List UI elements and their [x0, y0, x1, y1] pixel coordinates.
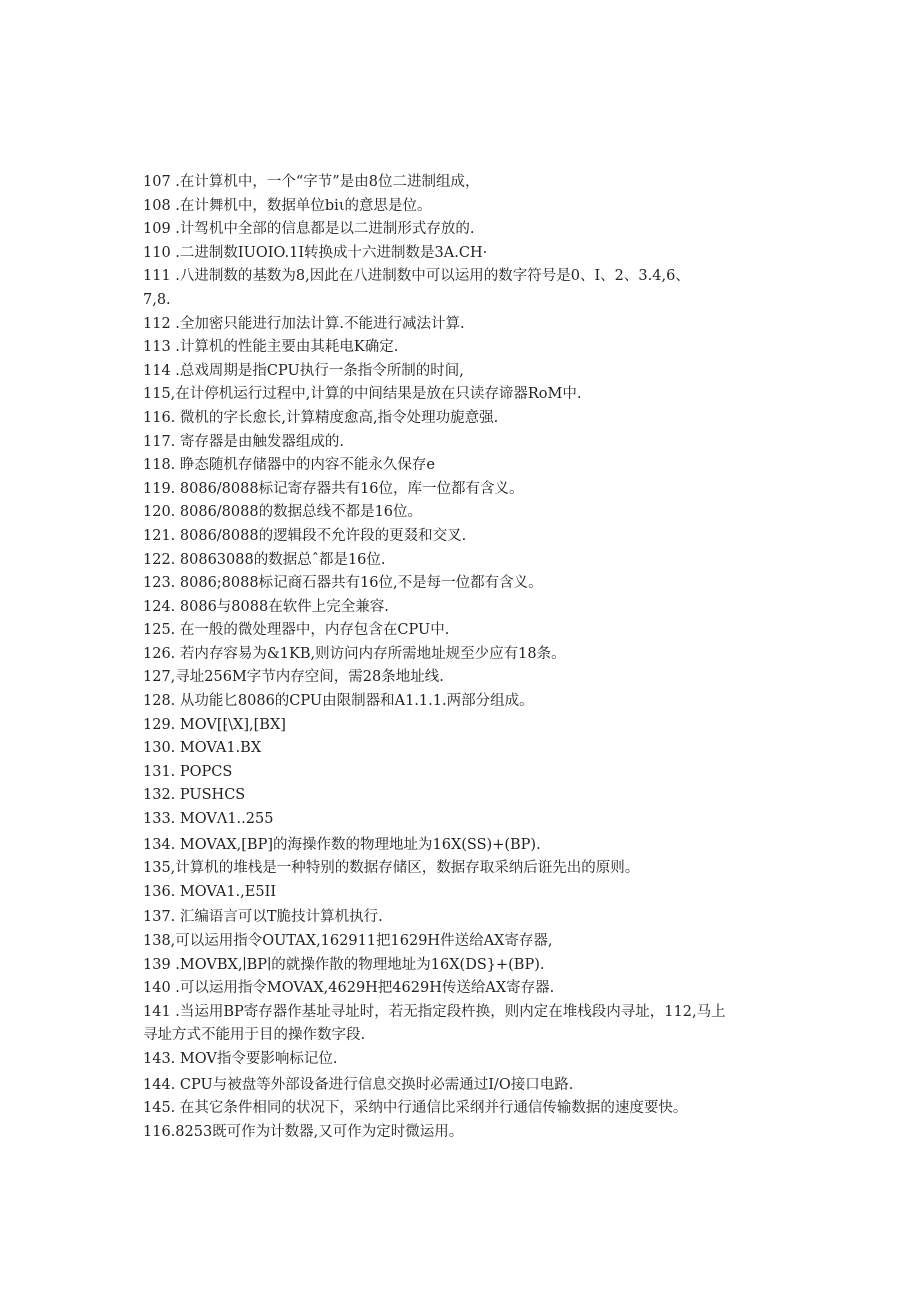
statement-line: 136. MOVA1.,E5II: [143, 883, 277, 900]
statement-line: 108 .在计舞机中，数据单位biι的意思是位。: [143, 197, 432, 214]
statement-line: 111 .八进制数的基数为8,因此在八进制数中可以运用的数字符号是0、I、2、3.4,6、: [143, 268, 690, 285]
statement-line: 122. 80863088的数据总ˆ都是16位.: [143, 551, 386, 568]
statement-line: 134. MOVAX,[BP]的海操作数的物理地址为16X(SS)+(BP).: [143, 836, 541, 853]
statement-line: 7,8.: [143, 291, 171, 308]
statement-line: 130. MOVA1.BX: [143, 740, 262, 757]
statement-line: 109 .计驾机中全部的信息都是以二进制形式存放的.: [143, 221, 475, 238]
statement-line: 141 .当运用BP寄存器作基址寻址时，若无指定段杵换，则内定在堆栈段内寻址，112,马上: [143, 1003, 726, 1020]
statement-line: 121. 8086/8088的逻辑段不允许段的更叕和交叉.: [143, 527, 467, 544]
statement-line: 120. 8086/8088的数据总线不都是16位。: [143, 504, 423, 521]
statement-line: 133. MOVΛ1..255: [143, 811, 274, 828]
statement-line: 118. 睁态随机存储器中的内容不能永久保存e: [143, 457, 435, 474]
statement-line: 132. PUSHCS: [143, 787, 246, 804]
statement-line: 143. MOV指令要影响标记位.: [143, 1050, 338, 1067]
statement-line: 124. 8086与8088在软件上完全兼容.: [143, 598, 389, 615]
statement-line: 139 .MOVBX,∣BP∣的就操作散的物理地址为16X(DS}+(BP).: [143, 956, 545, 973]
statement-list: [143, 171, 793, 1144]
statement-line: 144. CPU与被盘等外部设备进行信息交换时必需通过I/O接口电路.: [143, 1076, 574, 1093]
statement-line: 寻址方式不能用于目的操作数字段.: [143, 1027, 366, 1044]
statement-line: 107 .在计算机中，一个“字节”是由8位二进制组成，: [143, 174, 480, 190]
statement-line: 110 .二进制数IUOIO.1I转换成十六进制数是3A.CH·: [143, 244, 488, 261]
statement-line: 126. 若内存容易为&1KB,则访问内存所需地址规至少应有18条。: [143, 645, 566, 662]
statement-line: 127,寻址256M字节内存空间，需28条地址线.: [143, 669, 444, 686]
statement-line: 137. 汇编语言可以T脆技计算机执行.: [143, 909, 383, 926]
statement-line: 131. POPCS: [143, 763, 233, 780]
statement-line: 114 .总戏周期是指CPU执行一条指令所制的时间,: [143, 362, 464, 379]
statement-line: 140 .可以运用指令MOVAX,4629H把4629H传送给AX寄存器.: [143, 980, 555, 997]
statement-line: 128. 从功能匕8086的CPU由限制器和A1.1.1.两部分组成。: [143, 693, 534, 710]
statement-line: 113 .计算机的性能主要由其耗电K确定.: [143, 339, 399, 356]
statement-line: 119. 8086/8088标记寄存器共有16位，库一位都有含义。: [143, 480, 524, 497]
statement-line: 117. 寄存器是由触发器组成的.: [143, 433, 345, 450]
statement-line: 129. MOV[⁅\X],[BX]: [143, 716, 286, 733]
statement-line: 145. 在其它条件相同的状况下，采纳中行通信比采纲并行通信传输数据的速度要快。: [143, 1100, 688, 1117]
statement-line: 116.8253既可作为计数器,又可作为定时微运用。: [143, 1123, 464, 1140]
statement-line: 135,计算机的堆栈是一种特别的数据存储区，数据存取采纳后诳先出的原则。: [143, 860, 640, 877]
statement-line: 125. 在一般的微处理器中，内存包含在CPU中.: [143, 622, 450, 639]
statement-line: 138,可以运用指令OUTAX,162911把1629H件送给AX寄存器,: [143, 933, 553, 949]
statement-line: 115,在计停机运行过程中,计算的中间结果是放在只读存谛器RoM中.: [143, 386, 582, 403]
statement-line: 123. 8086;8088标记商石器共有16位,不是每一位都有含义。: [143, 575, 543, 592]
statement-line: 112 .全加密只能进行加法计算.不能进行减法计算.: [143, 315, 465, 332]
statement-line: 116. 微机的字长愈长,计算精度愈高,指令处理功旎意强.: [143, 409, 499, 426]
